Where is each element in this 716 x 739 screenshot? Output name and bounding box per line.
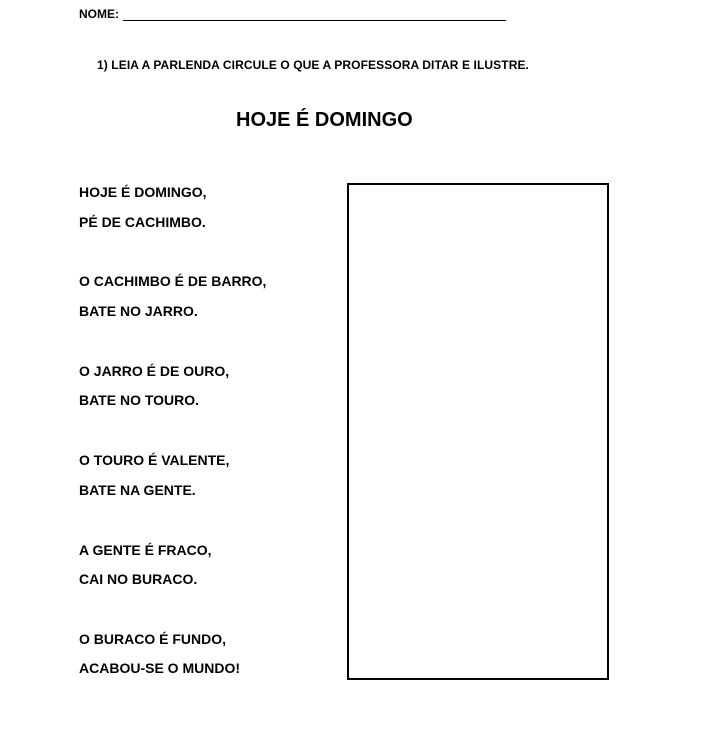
verse-line: CAI NO BURACO.	[79, 571, 198, 588]
stanza	[79, 178, 339, 267]
verse-line: PÉ DE CACHIMBO.	[79, 213, 206, 230]
verse-line: O BURACO É FUNDO,	[79, 630, 226, 647]
stanza	[79, 357, 339, 446]
name-blank-line[interactable]	[123, 7, 506, 21]
stanza	[79, 446, 339, 535]
instruction-text: 1) LEIA A PARLENDA CIRCULE O QUE A PROFESSORA DITAR E ILUSTRE.	[97, 58, 529, 72]
stanza	[79, 625, 339, 714]
name-label: NOME:	[79, 7, 119, 21]
name-field-row	[79, 7, 506, 21]
verse-line: O JARRO É DE OURO,	[79, 362, 230, 379]
verse-line: A GENTE É FRACO,	[79, 541, 212, 558]
verse-line: HOJE É DOMINGO,	[79, 184, 207, 200]
verse-line: ACABOU-SE O MUNDO!	[79, 660, 240, 677]
verse-line: O CACHIMBO É DE BARRO,	[79, 273, 267, 290]
verse-line: BATE NO JARRO.	[79, 302, 198, 319]
poem-text	[79, 178, 339, 714]
verse-line: BATE NO TOURO.	[79, 392, 200, 409]
verse-line: O TOURO É VALENTE,	[79, 452, 230, 469]
verse-line: BATE NA GENTE.	[79, 481, 196, 498]
stanza	[79, 536, 339, 625]
poem-title: HOJE É DOMINGO	[236, 109, 413, 131]
stanza	[79, 267, 339, 356]
illustration-box[interactable]	[347, 183, 609, 680]
